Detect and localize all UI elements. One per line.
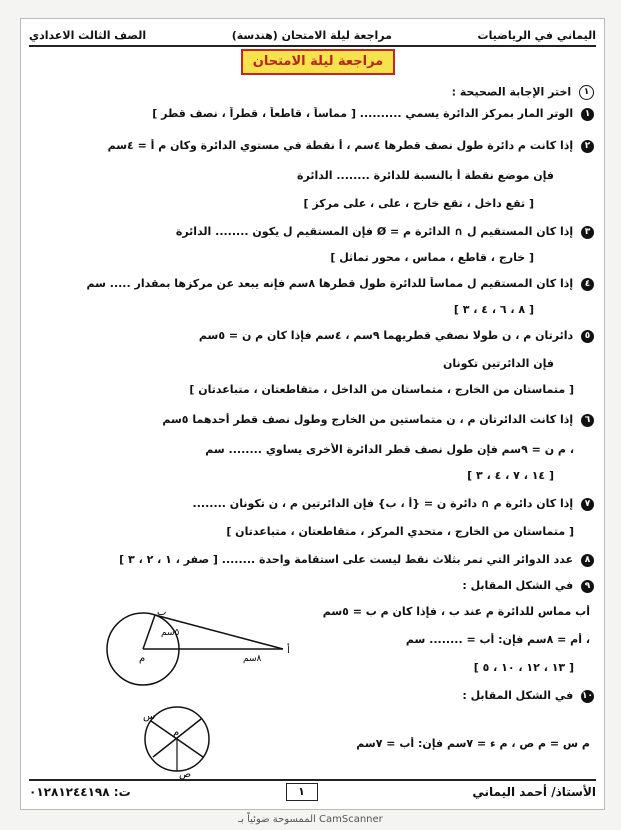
question-5-line-2: فإن الدائرتين تكونان [443, 357, 554, 370]
q-number: ٨ [581, 554, 594, 567]
phone-number: ت: ٠١٢٨١٢٤٤١٩٨ [29, 785, 131, 799]
section-title: ١ اختر الإجابة الصحيحة : [27, 85, 594, 100]
label-m2: م [173, 727, 180, 738]
question-6-line-2: ، م ن = ٩سم فإن طول نصف قطر الدائرة الأخرى يساوي ........ سم [205, 443, 574, 456]
q-number: ١٠ [582, 690, 593, 701]
question-7: ٧ إذا كان دائرة م ∩ دائرة ن = {أ ، ب} فإن الدائرتين م ، ن تكونان ........ [27, 497, 594, 511]
question-9-options: [ ١٣ ، ١٢ ، ١٠ ، ٥ ] [473, 661, 574, 674]
question-4: ٤ إذا كان المستقيم ل مماساً للدائرة طول قطرها ٨سم فإنه يبعد عن مركزها بمقدار ..... سم [27, 277, 594, 291]
label-a: أ [287, 645, 290, 656]
q-number: ٧ [581, 498, 594, 511]
teacher-name: الأستاذ/ أحمد اليماني [472, 785, 596, 799]
tangent-figure [103, 609, 303, 689]
question-6-options: [ ١٤ ، ٧ ، ٤ ، ٣ ] [467, 469, 554, 482]
label-p: ص [179, 769, 192, 779]
radius-mb [143, 615, 155, 649]
question-10-label: ١٠ في الشكل المقابل : [462, 689, 593, 702]
scanner-watermark: الممسوحة ضوئياً بـ CamScanner [238, 814, 383, 825]
q-number: ٩ [581, 580, 594, 593]
q-number: ١ [581, 108, 594, 121]
q-number: ٤ [581, 278, 594, 291]
question-10-line-1: م س = م ص ، م ء = ٧سم فإن: أب = ٧سم [356, 737, 590, 750]
label-radius: ٥سم [161, 628, 180, 638]
page-number: ١ [286, 783, 318, 801]
question-9-line-2: ، أم = ٨سم فإن: أب = ........ سم [405, 633, 590, 646]
q-number: ٢ [581, 140, 594, 153]
q-number: ٣ [581, 226, 594, 239]
question-6: ٦ إذا كانت الدائرتان م ، ن متماستين من الخارج وطول نصف قطر أحدهما ٥سم [27, 413, 594, 427]
section-number: ١ [579, 85, 594, 100]
exam-page [20, 18, 605, 810]
header-right: اليماني في الرياضيات [477, 28, 596, 42]
label-m: م [139, 653, 146, 664]
question-9-label: ٩ في الشكل المقابل : [27, 579, 594, 593]
question-2: ٢ إذا كانت م دائرة طول نصف قطرها ٤سم ، أ نقطة في مستوي الدائرة وكان م أ = ٤سم [27, 139, 594, 153]
q-number: ٥ [581, 330, 594, 343]
page-header [29, 25, 596, 47]
question-4-options: [ ٨ ، ٦ ، ٤ ، ٣ ] [453, 303, 534, 316]
chords-figure [117, 699, 237, 779]
question-2-options: [ تقع داخل ، تقع خارج ، على ، على مركز ] [303, 197, 534, 210]
question-5-options: [ متماستان من الخارج ، متماستان من الداخل ، متقاطعتان ، متباعدتان ] [189, 383, 574, 396]
question-3: ٣ إذا كان المستقيم ل ∩ الدائرة م = Ø فإن المستقيم ل يكون ........ الدائرة [27, 225, 594, 239]
question-1: ١ الوتر المار بمركز الدائرة يسمي .......... [ مماساً ، قاطعاً ، قطراً ، نصف قطر ] [27, 107, 594, 121]
page-title: مراجعة ليلة الامتحان [241, 49, 395, 75]
question-7-options: [ متماستان من الخارج ، متحدي المركز ، متقاطعتان ، متباعدتان ] [226, 525, 574, 538]
question-9-line-1: أب مماس للدائرة م عند ب ، فإذا كان م ب = ٥سم [322, 605, 590, 618]
question-8: ٨ عدد الدوائر التي تمر بثلاث نقط ليست على استقامة واحدة ........ [ صفر ، ١ ، ٢ ، ٣ ] [27, 553, 594, 567]
label-s: س [143, 711, 156, 722]
question-2-line-2: فإن موضع نقطة أ بالنسبة للدائرة ........ الدائرة [297, 169, 554, 182]
label-am: ٨سم [243, 654, 262, 664]
question-3-options: [ خارج ، قاطع ، مماس ، محور تماثل ] [330, 251, 534, 264]
page-footer [29, 779, 596, 803]
header-left: الصف الثالث الاعدادي [29, 28, 147, 42]
q-number: ٦ [581, 414, 594, 427]
label-b: ب [157, 609, 167, 618]
question-5: ٥ دائرتان م ، ن طولا نصفي قطريهما ٩سم ، ٤سم فإذا كان م ن = ٥سم [27, 329, 594, 343]
header-center: مراجعة ليلة الامتحان (هندسة) [231, 28, 392, 42]
